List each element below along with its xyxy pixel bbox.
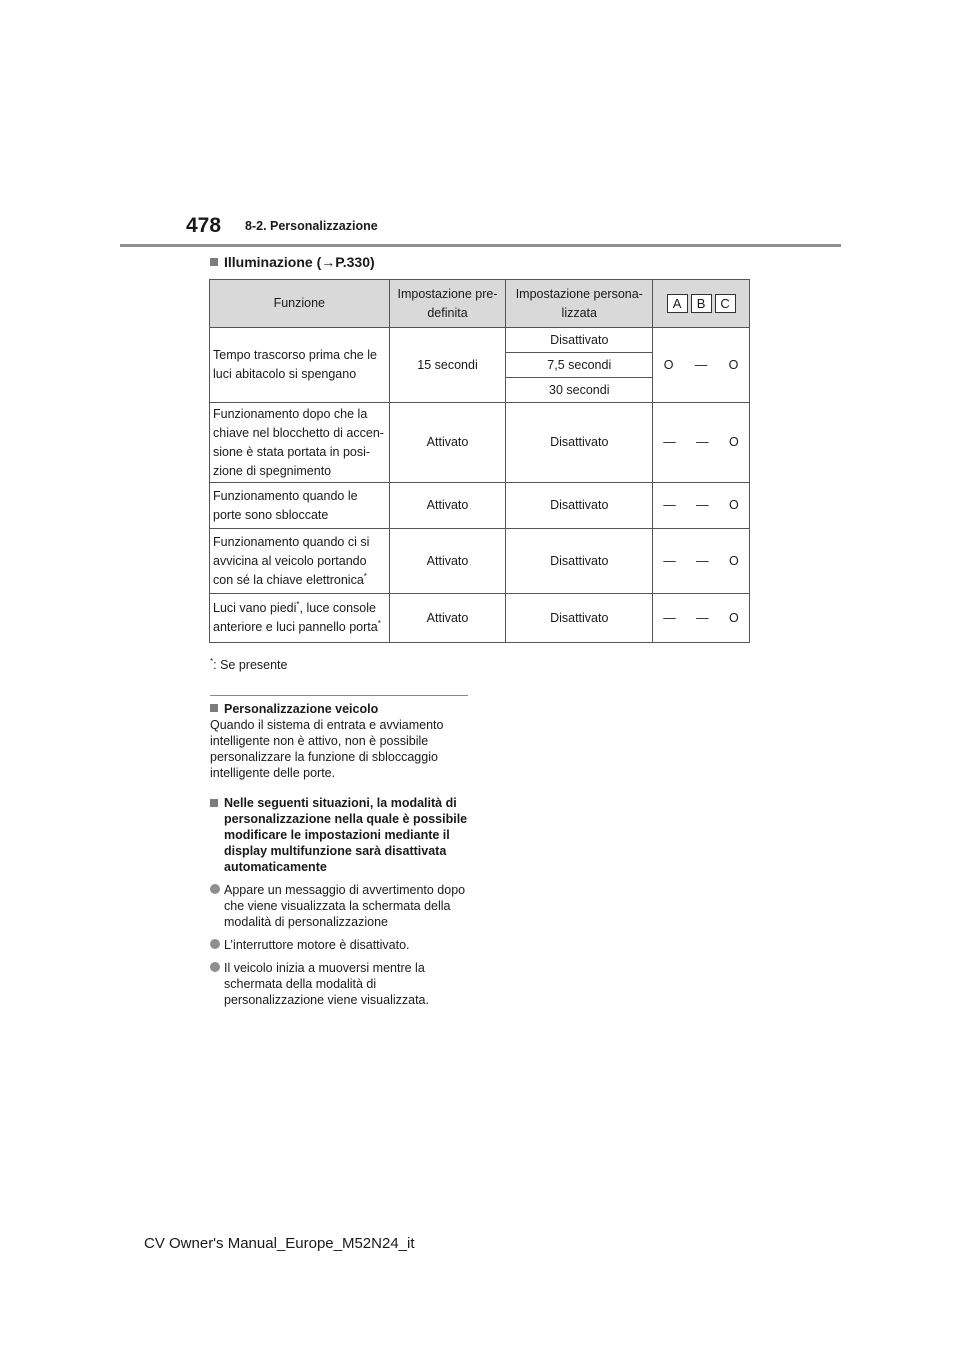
abc-cell (653, 529, 750, 594)
section-heading: Illuminazione (→P.330) (210, 254, 375, 270)
function-cell: Tempo trascorso prima che le luci abitacolo si spengano (210, 328, 390, 403)
mark-a: — (663, 498, 676, 512)
custom-cell: 30 secondi (506, 378, 653, 403)
header-abc (653, 280, 750, 328)
custom-cell: Disattivato (506, 328, 653, 353)
default-cell: 15 secondi (389, 328, 506, 403)
note-situations: Nelle seguenti situazioni, la modalità di personalizzazione nella quale è possibile modificare le impostazioni mediante il display multifunzione sarà disattivata automaticamente (210, 795, 468, 875)
table-row (210, 483, 750, 529)
default-cell: Attivato (389, 594, 506, 643)
col-a-label: A (667, 294, 688, 313)
table-row (210, 594, 750, 643)
mark-c: O (729, 435, 739, 449)
circle-bullet-icon (210, 939, 220, 949)
mark-a: O (663, 357, 674, 372)
header-default: Impostazione pre- definita (389, 280, 506, 328)
section-title: 8-2. Personalizzazione (245, 219, 378, 233)
note-vehicle: Personalizzazione veicolo Quando il sistema di entrata e avviamento intelligente non è attivo, non è possibile personalizzare la funzione di sbloccaggio intelligente delle porte. (210, 701, 468, 781)
bullet-item: Appare un messaggio di avvertimento dopo che viene visualizzata la schermata della modalità di personalizzazione (210, 882, 468, 930)
circle-bullet-icon (210, 962, 220, 972)
mark-a: — (663, 435, 676, 449)
mark-a: — (663, 610, 676, 625)
header-custom: Impostazione persona- lizzata (506, 280, 653, 328)
mark-b: — (696, 553, 709, 568)
mark-c: O (729, 498, 739, 512)
square-bullet-icon (210, 799, 218, 807)
page-number: 478 (186, 214, 222, 237)
abc-cell (653, 483, 750, 529)
asterisk-mark: * (363, 571, 367, 581)
mark-b: — (696, 435, 709, 449)
bullet-item: Il veicolo inizia a muoversi mentre la schermata della modalità di personalizzazione viene visualizzata. (210, 960, 468, 1008)
mark-b: — (696, 498, 709, 512)
abc-cell (653, 328, 750, 403)
header-rule (120, 244, 841, 247)
mark-b: — (696, 610, 709, 625)
notes-separator (210, 695, 468, 696)
note-body: Quando il sistema di entrata e avviamento intelligente non è attivo, non è possibile personalizzare la funzione di sbloccaggio intelligente delle porte. (210, 718, 444, 780)
default-cell: Attivato (389, 483, 506, 529)
header-function: Funzione (210, 280, 390, 328)
abc-cell (653, 403, 750, 483)
footnote: *: Se presente (210, 656, 288, 672)
abc-cell (653, 594, 750, 643)
mark-c: O (728, 357, 739, 372)
function-cell: Funzionamento dopo che la chiave nel blocchetto di accen- sione è stata portata in posi- zione di spegnimento (210, 403, 390, 483)
mark-b: — (694, 357, 708, 372)
function-cell: Funzionamento quando le porte sono sbloccate (210, 483, 390, 529)
asterisk-mark: * (296, 599, 300, 609)
custom-cell: Disattivato (506, 529, 653, 594)
settings-table (209, 279, 750, 643)
circle-bullet-icon (210, 884, 220, 894)
custom-cell: 7,5 secondi (506, 353, 653, 378)
mark-c: O (729, 610, 739, 625)
col-c-label: C (715, 294, 736, 313)
custom-cell: Disattivato (506, 594, 653, 643)
function-cell: Luci vano piedi*, luce console anteriore e luci pannello porta* (210, 594, 390, 643)
table-header-row (210, 280, 750, 328)
table-row (210, 529, 750, 594)
default-cell: Attivato (389, 529, 506, 594)
bullet-item: L’interruttore motore è disattivato. (210, 937, 468, 953)
square-bullet-icon (210, 704, 218, 712)
custom-cell: Disattivato (506, 403, 653, 483)
asterisk-mark: * (377, 618, 381, 628)
footer-text: CV Owner's Manual_Europe_M52N24_it (144, 1235, 415, 1252)
col-b-label: B (691, 294, 712, 313)
table-row (210, 403, 750, 483)
function-cell: Funzionamento quando ci si avvicina al veicolo portando con sé la chiave elettronica* (210, 529, 390, 594)
mark-a: — (663, 553, 676, 568)
custom-cell: Disattivato (506, 483, 653, 529)
default-cell: Attivato (389, 403, 506, 483)
square-bullet-icon (210, 258, 218, 266)
mark-c: O (729, 553, 739, 568)
table-row (210, 328, 750, 353)
